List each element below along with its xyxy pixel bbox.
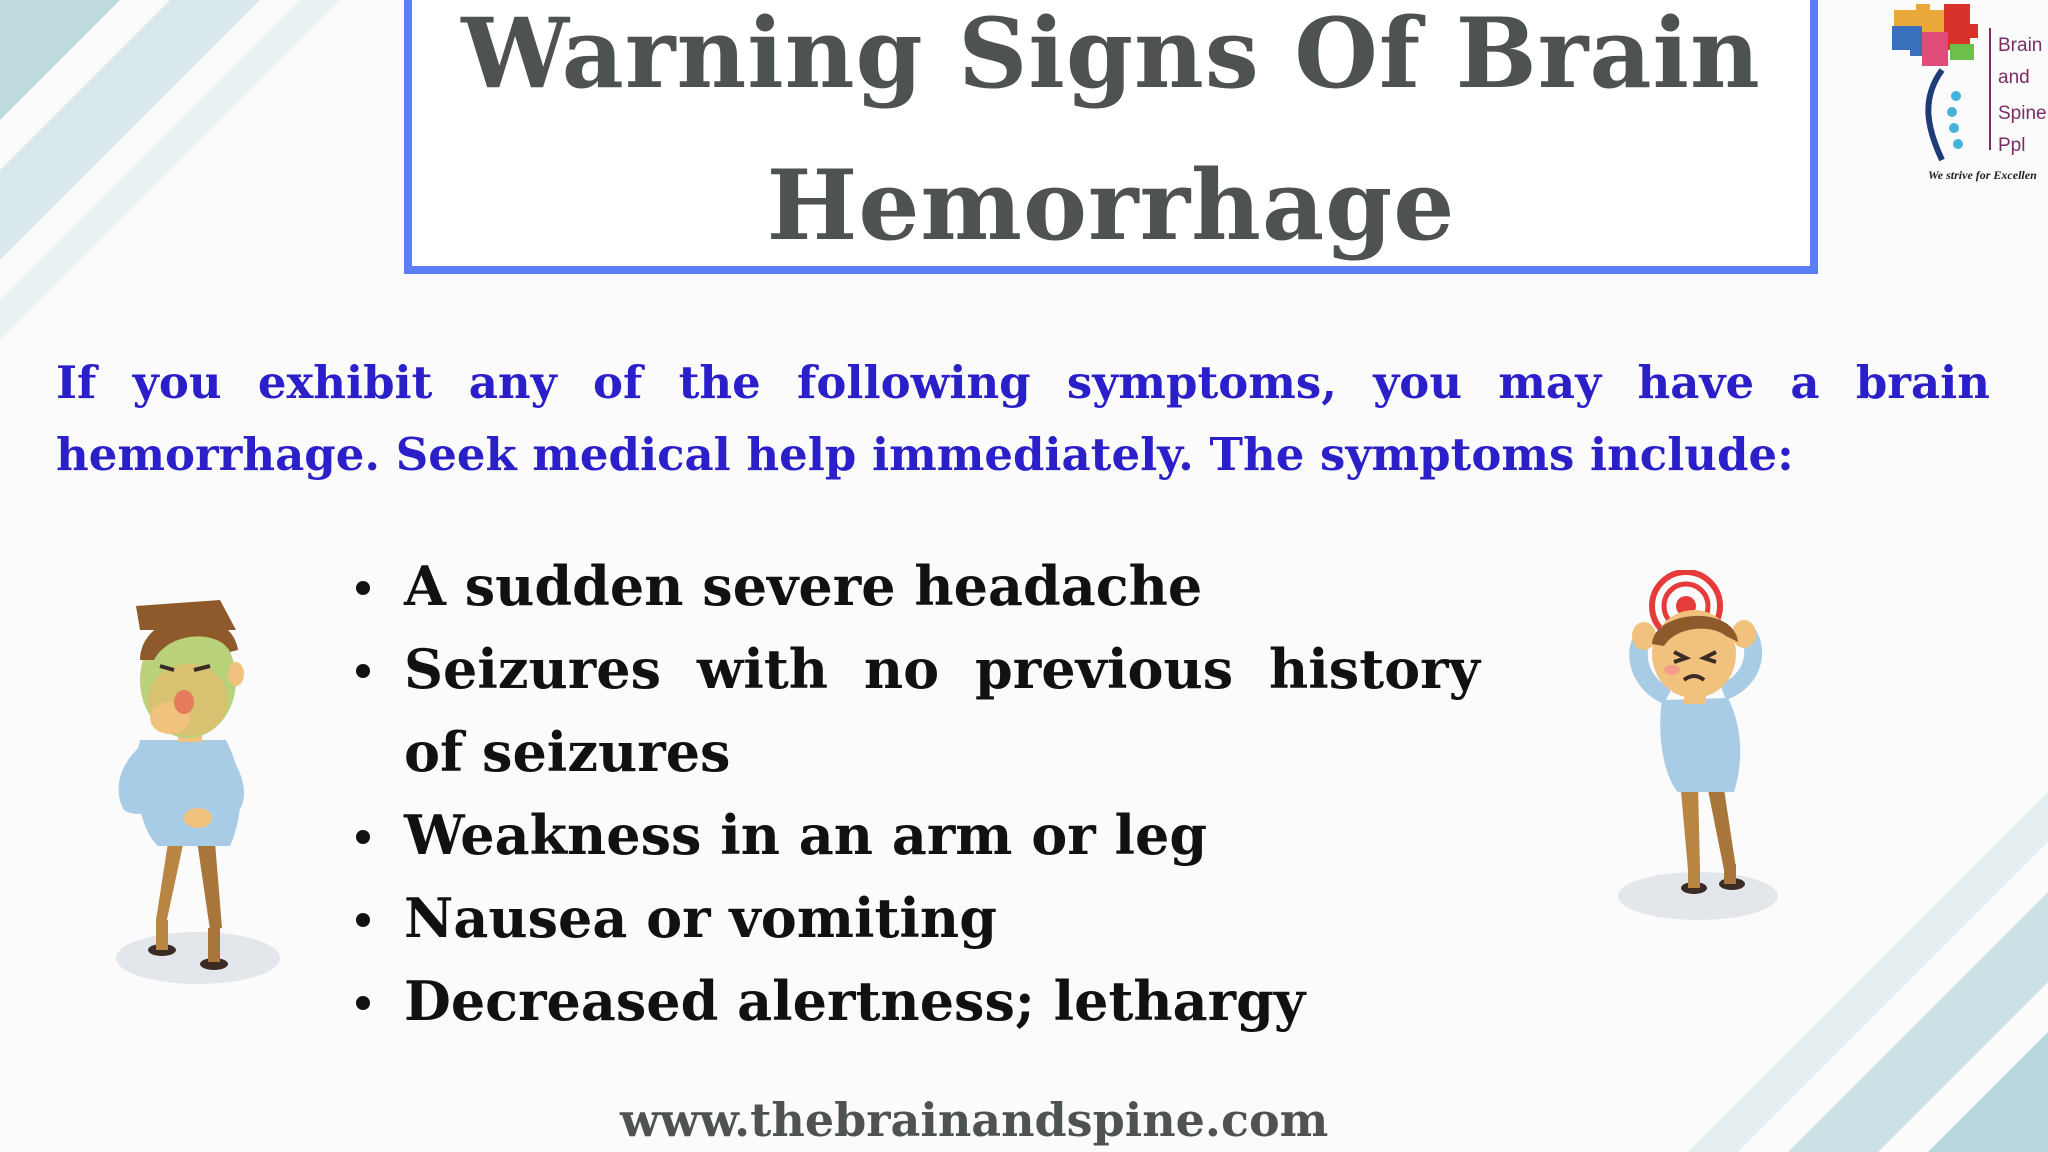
title-line-1: Warning Signs Of Brain [461, 0, 1761, 110]
symptom-item: Seizures with no previous history of seizures [350, 628, 1480, 794]
nauseous-man-icon [100, 590, 290, 990]
headache-man-icon [1600, 570, 1800, 950]
logo-text-and: and [1998, 67, 2030, 88]
corner-decoration-top-left [0, 0, 420, 360]
website-url[interactable]: www.thebrainandspine.com [620, 1093, 1329, 1147]
logo-tagline: We strive for Excellen [1928, 168, 2037, 182]
brand-logo [1880, 0, 2048, 190]
symptom-item: Weakness in an arm or leg [350, 794, 1480, 877]
title-box [404, 0, 1818, 274]
symptom-item: A sudden severe headache [350, 545, 1480, 628]
symptoms-list [350, 545, 1480, 1043]
intro-paragraph: If you exhibit any of the following symptoms, you may have a brain hemorrhage. Seek medical help immediately. The symptoms include: [56, 356, 1990, 481]
logo-text-spine: Spine [1998, 103, 2047, 124]
symptom-item: Decreased alertness; lethargy [350, 960, 1480, 1043]
title-line-2: Hemorrhage [766, 149, 1456, 262]
puzzle-brain-logo-icon [1880, 0, 2048, 190]
logo-text-brain: Brain [1998, 35, 2043, 56]
symptom-item: Nausea or vomiting [350, 877, 1480, 960]
logo-text-ppl: Ppl [1998, 135, 2026, 156]
